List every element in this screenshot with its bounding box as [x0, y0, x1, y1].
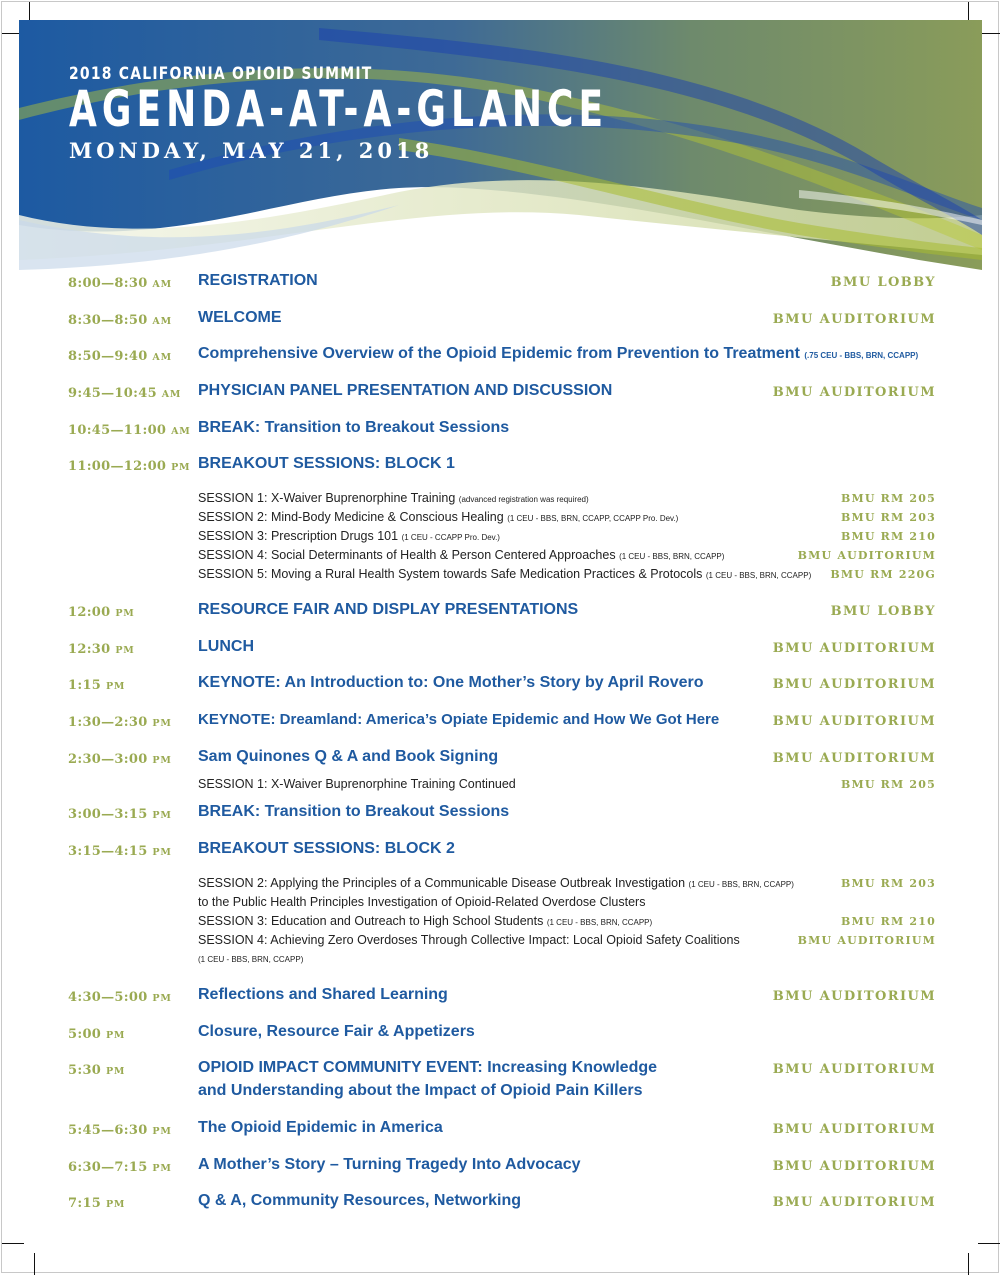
- time-slot: 12:30 PM: [68, 642, 135, 657]
- session-title: KEYNOTE: Dreamland: America’s Opiate Epidemic and How We Got Here: [198, 711, 720, 728]
- session-title: KEYNOTE: An Introduction to: One Mother’s Story by April Rovero: [198, 674, 704, 691]
- session-label: SESSION 3: Prescription Drugs 101 (1 CEU - CCAPP Pro. Dev.): [198, 529, 500, 543]
- time-slot: 4:30—5:00 PM: [68, 990, 172, 1005]
- session-title: REGISTRATION: [198, 272, 318, 289]
- location: BMU AUDITORIUM: [772, 641, 936, 656]
- time-slot: 3:15—4:15 PM: [68, 844, 172, 859]
- location: BMU AUDITORIUM: [797, 934, 936, 947]
- ceu-note: (.75 CEU - BBS, BRN, CCAPP): [804, 351, 919, 360]
- location: BMU RM 203: [840, 511, 936, 524]
- location: BMU AUDITORIUM: [797, 549, 936, 562]
- location: BMU RM 220G: [830, 568, 936, 581]
- session-label-line2: to the Public Health Principles Investigation of Opioid-Related Overdose Clusters: [198, 895, 646, 909]
- location: BMU AUDITORIUM: [772, 312, 936, 327]
- session-title: BREAK: Transition to Breakout Sessions: [198, 419, 510, 436]
- time-slot: 12:00 PM: [68, 605, 135, 620]
- time-slot: 10:45—11:00 AM: [68, 423, 191, 438]
- banner-text: [69, 64, 818, 163]
- ceu-note: (1 CEU - BBS, BRN, CCAPP): [198, 955, 304, 964]
- header-banner: [19, 20, 982, 270]
- session-title: PHYSICIAN PANEL PRESENTATION AND DISCUSSION: [198, 382, 613, 399]
- session-label: SESSION 2: Applying the Principles of a Communicable Disease Outbreak Investigation (1 CEU - BBS, BRN, CCAPP): [198, 876, 794, 890]
- time-slot: 8:30—8:50 AM: [68, 313, 172, 328]
- location: BMU RM 210: [840, 530, 936, 543]
- location: BMU AUDITORIUM: [772, 751, 936, 766]
- session-title: WELCOME: [198, 309, 282, 326]
- session-label: SESSION 2: Mind-Body Medicine & Conscious Healing (1 CEU - BBS, BRN, CCAPP, CCAPP Pro. Dev.): [198, 510, 679, 524]
- time-slot: 9:45—10:45 AM: [68, 386, 182, 401]
- crop-mark: [34, 1253, 35, 1275]
- session-label: SESSION 1: X-Waiver Buprenorphine Training (advanced registration was required): [198, 491, 589, 505]
- session-title: LUNCH: [198, 638, 254, 655]
- event-date: MONDAY, MAY 21, 2018: [69, 138, 434, 163]
- session-title: OPIOID IMPACT COMMUNITY EVENT: Increasing Knowledge: [198, 1059, 658, 1076]
- location: BMU AUDITORIUM: [772, 1062, 936, 1077]
- location: BMU AUDITORIUM: [772, 989, 936, 1004]
- time-slot: 8:00—8:30 AM: [68, 276, 172, 291]
- location: BMU LOBBY: [830, 604, 936, 619]
- session-label: SESSION 4: Achieving Zero Overdoses Through Collective Impact: Local Opioid Safety Coalitions: [198, 933, 740, 947]
- session-title: BREAKOUT SESSIONS: BLOCK 2: [198, 840, 455, 857]
- session-title: BREAKOUT SESSIONS: BLOCK 1: [198, 455, 455, 472]
- location: BMU AUDITORIUM: [772, 1159, 936, 1174]
- time-slot: 2:30—3:00 PM: [68, 752, 172, 767]
- time-slot: 8:50—9:40 AM: [68, 349, 172, 364]
- location: BMU LOBBY: [830, 275, 936, 290]
- time-slot: 5:00 PM: [68, 1027, 126, 1042]
- session-label: SESSION 3: Education and Outreach to High School Students (1 CEU - BBS, BRN, CCAPP): [198, 914, 653, 928]
- session-title: Reflections and Shared Learning: [198, 986, 448, 1003]
- time-slot: 7:15 PM: [68, 1196, 126, 1211]
- location: BMU RM 203: [840, 877, 936, 890]
- session-title: The Opioid Epidemic in America: [198, 1119, 443, 1136]
- crop-mark: [978, 1243, 1000, 1244]
- time-slot: 11:00—12:00 PM: [68, 459, 191, 474]
- time-slot: 3:00—3:15 PM: [68, 807, 172, 822]
- location: BMU RM 205: [840, 492, 936, 505]
- session-label: SESSION 4: Social Determinants of Health & Person Centered Approaches (1 CEU - BBS, BRN, CCAPP): [198, 548, 725, 562]
- page-title: AGENDA-AT-A-GLANCE: [69, 80, 609, 138]
- location: BMU AUDITORIUM: [772, 385, 936, 400]
- location: BMU RM 210: [840, 915, 936, 928]
- time-slot: 5:30 PM: [68, 1063, 126, 1078]
- time-slot: 6:30—7:15 PM: [68, 1160, 172, 1175]
- location: BMU AUDITORIUM: [772, 1122, 936, 1137]
- session-title: Q & A, Community Resources, Networking: [198, 1192, 522, 1209]
- session-title: Closure, Resource Fair & Appetizers: [198, 1023, 475, 1040]
- time-slot: 1:30—2:30 PM: [68, 715, 172, 730]
- location: BMU AUDITORIUM: [772, 714, 936, 729]
- session-title: BREAK: Transition to Breakout Sessions: [198, 803, 510, 820]
- time-slot: 1:15 PM: [68, 678, 126, 693]
- session-title: Comprehensive Overview of the Opioid Epidemic from Prevention to Treatment (.75 CEU - BBS, BRN, CCAPP): [198, 345, 919, 362]
- crop-mark: [968, 1253, 969, 1275]
- location: BMU AUDITORIUM: [772, 677, 936, 692]
- session-label: SESSION 5: Moving a Rural Health System towards Safe Medication Practices & Protocols (1 CEU - BBS, BRN, CCAPP): [198, 567, 812, 581]
- session-title: RESOURCE FAIR AND DISPLAY PRESENTATIONS: [198, 601, 579, 618]
- session-title-line2: and Understanding about the Impact of Opioid Pain Killers: [198, 1082, 643, 1099]
- location: BMU AUDITORIUM: [772, 1195, 936, 1210]
- location: BMU RM 205: [840, 778, 936, 791]
- crop-mark: [2, 1243, 24, 1244]
- summit-name: 2018 CALIFORNIA OPIOID SUMMIT: [69, 64, 373, 84]
- session-title: A Mother’s Story – Turning Tragedy Into Advocacy: [198, 1156, 581, 1173]
- time-slot: 5:45—6:30 PM: [68, 1123, 172, 1138]
- session-title: Sam Quinones Q & A and Book Signing: [198, 748, 499, 765]
- session-label: SESSION 1: X-Waiver Buprenorphine Training Continued: [198, 777, 516, 791]
